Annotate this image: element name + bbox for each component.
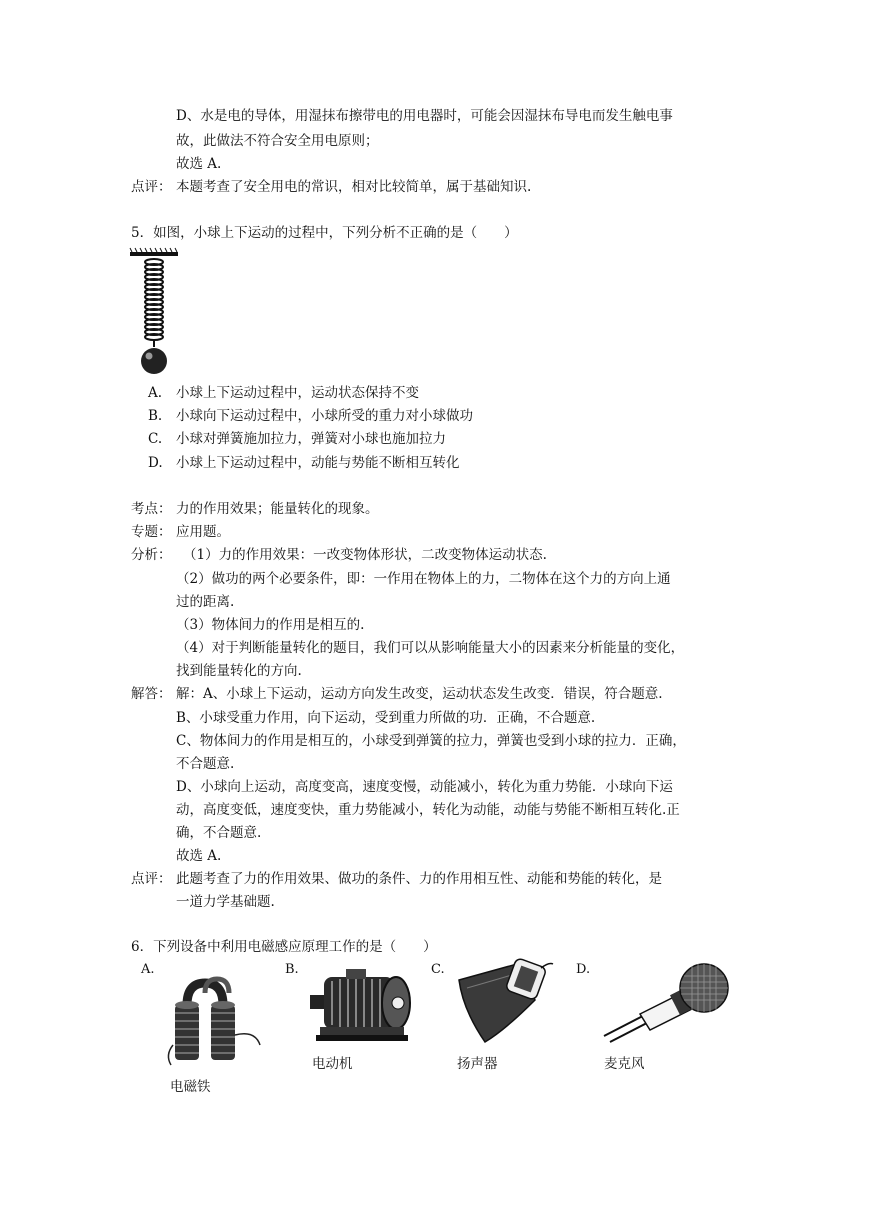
q6-option-a-caption: 电磁铁 <box>170 1079 211 1095</box>
q6-option-d-letter: D. <box>576 962 591 977</box>
q5-fenxi-label: 分析： <box>131 547 172 563</box>
prev-comment-text: 本题考查了安全用电的常识，相对比较简单，属于基础知识. <box>176 179 532 195</box>
q5-dianping-line: 一道力学基础题. <box>176 894 275 910</box>
electromagnet-figure <box>165 975 270 1070</box>
loudspeaker-figure <box>455 960 555 1045</box>
prev-option-d-line1: D、水是电的导体，用湿抹布擦带电的用电器时，可能会因湿抹布导电而发生触电事 <box>176 108 673 124</box>
q6-option-a-letter: A. <box>141 962 155 977</box>
q5-dianping-line: 此题考查了力的作用效果、做功的条件、力的作用相互性、动能和势能的转化，是 <box>176 871 662 887</box>
q5-jieda-line: 不合题意. <box>176 756 235 772</box>
q5-kaodian-label: 考点： <box>131 501 172 517</box>
motor-figure <box>306 965 416 1045</box>
q5-jieda-line: D、小球向上运动，高度变高，速度变慢，动能减小，转化为重力势能．小球向下运 <box>176 779 673 795</box>
q5-option-b-letter: B. <box>148 408 163 424</box>
q5-fenxi-line: （3）物体间力的作用是相互的. <box>176 617 365 633</box>
q5-jieda-line: 确，不合题意. <box>176 825 262 841</box>
q6-option-c-caption: 扬声器 <box>457 1056 498 1072</box>
q5-fenxi-line: （4）对于判断能量转化的题目，我们可以从影响能量大小的因素来分析能量的变化， <box>176 640 685 656</box>
q5-stem: 5．如图，小球上下运动的过程中，下列分析不正确的是（ ） <box>131 225 518 241</box>
q5-option-b-text: 小球向下运动过程中，小球所受的重力对小球做功 <box>176 408 473 424</box>
q5-fenxi-line: （2）做功的两个必要条件，即：一作用在物体上的力，二物体在这个力的方向上通 <box>176 571 671 587</box>
q5-option-c-text: 小球对弹簧施加拉力，弹簧对小球也施加拉力 <box>176 431 446 447</box>
q5-jieda-line: C、物体间力的作用是相互的，小球受到弹簧的拉力，弹簧也受到小球的拉力．正确， <box>176 733 686 749</box>
q5-jieda-line: 动，高度变低，速度变快，重力势能减小，转化为动能，动能与势能不断相互转化.正 <box>176 802 680 818</box>
q5-option-a-text: 小球上下运动过程中，运动状态保持不变 <box>176 385 419 401</box>
q6-option-b-letter: B. <box>285 962 299 977</box>
q5-fenxi-line: 过的距离. <box>176 594 235 610</box>
q6-option-d-caption: 麦克风 <box>604 1056 645 1072</box>
spring-ball-figure <box>128 252 188 377</box>
prev-option-d-line2: 故，此做法不符合安全用电原则； <box>176 133 379 149</box>
q5-jieda-line: 故选 A. <box>176 848 222 864</box>
q5-jieda-line: B、小球受重力作用，向下运动，受到重力所做的功．正确，不合题意. <box>176 710 596 726</box>
q6-option-b-caption: 电动机 <box>312 1056 353 1072</box>
q5-jieda-label: 解答： <box>131 686 172 702</box>
q5-dianping-label: 点评： <box>131 871 172 887</box>
q6-option-c-letter: C. <box>431 962 445 977</box>
prev-answer: 故选 A. <box>176 156 222 172</box>
q5-jieda-line: 解：A、小球上下运动，运动方向发生改变，运动状态发生改变．错误，符合题意. <box>176 686 663 702</box>
q5-fenxi-line: （1）力的作用效果：一改变物体形状，二改变物体运动状态. <box>183 547 547 563</box>
q5-zhuanti: 应用题。 <box>176 524 230 540</box>
q5-option-c-letter: C. <box>148 431 163 447</box>
q5-fenxi-line: 找到能量转化的方向. <box>176 663 302 679</box>
q5-kaodian: 力的作用效果；能量转化的现象。 <box>176 501 379 517</box>
q5-zhuanti-label: 专题： <box>131 524 172 540</box>
q6-stem: 6．下列设备中利用电磁感应原理工作的是（ ） <box>131 939 437 955</box>
q5-option-d-text: 小球上下运动过程中，动能与势能不断相互转化 <box>176 455 460 471</box>
microphone-figure <box>600 962 730 1042</box>
q5-option-d-letter: D. <box>148 455 163 471</box>
q5-option-a-letter: A. <box>148 385 163 401</box>
prev-comment-label: 点评： <box>131 179 172 195</box>
